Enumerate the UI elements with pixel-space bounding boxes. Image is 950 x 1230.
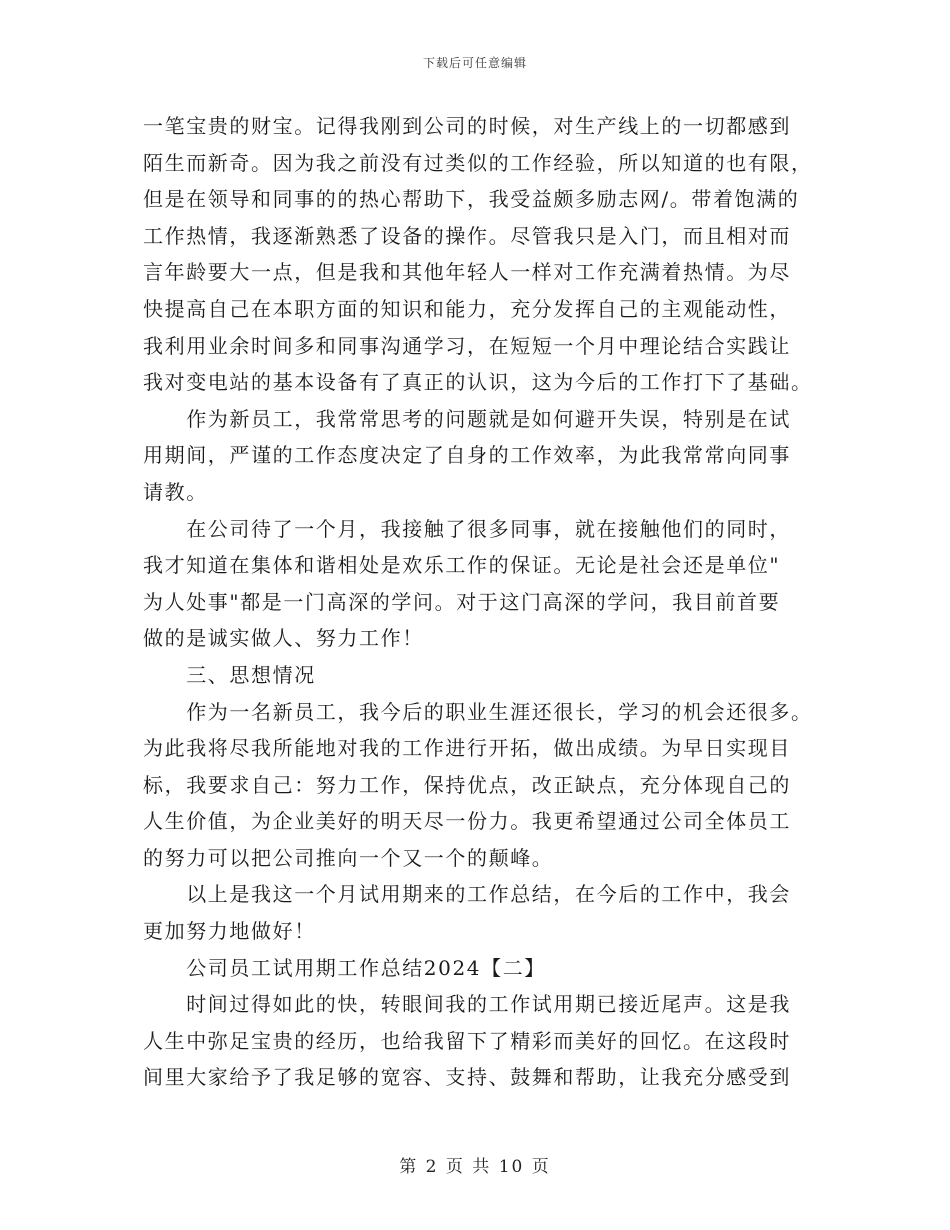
text-line: 作为一名新员工，我今后的职业生涯还很长，学习的机会还很多。 xyxy=(143,699,813,724)
text-line: 时间过得如此的快，转眼间我的工作试用期已接近尾声。这是我 xyxy=(143,992,791,1017)
text-line: 做的是诚实做人、努力工作！ xyxy=(143,626,424,651)
text-line: 标，我要求自己：努力工作，保持优点，改正缺点，充分体现自己的 xyxy=(143,772,791,797)
text-line: 为此我将尽我所能地对我的工作进行开拓，做出成绩。为早日实现目 xyxy=(143,736,791,761)
text-line: 用期间，严谨的工作态度决定了自身的工作效率，为此我常常向同事 xyxy=(143,443,791,468)
text-line: 在公司待了一个月，我接触了很多同事，就在接触他们的同时， xyxy=(143,516,791,541)
page-footer xyxy=(0,1152,950,1177)
section-title: 公司员工试用期工作总结2024【二】 xyxy=(143,955,546,980)
text-line: 作为新员工，我常常思考的问题就是如何避开失误，特别是在试 xyxy=(143,406,791,431)
page-header-note: 下载后可任意编辑 xyxy=(422,56,527,70)
section-heading: 三、思想情况 xyxy=(143,662,316,687)
text-line: 言年龄要大一点，但是我和其他年轻人一样对工作充满着热情。为尽 xyxy=(143,260,791,285)
text-line: 人生中弥足宝贵的经历，也给我留下了精彩而美好的回忆。在这段时 xyxy=(143,1028,791,1053)
page-number: 第 2 页 共 10 页 xyxy=(399,1157,551,1177)
text-line: 快提高自己在本职方面的知识和能力，充分发挥自己的主观能动性， xyxy=(143,296,791,321)
text-line: 一笔宝贵的财宝。记得我刚到公司的时候，对生产线上的一切都感到 xyxy=(143,114,791,138)
text-line: 但是在领导和同事的的热心帮助下，我受益颇多励志网/。带着饱满的 xyxy=(143,187,800,212)
text-line: 更加努力地做好！ xyxy=(143,919,316,944)
text-line: 以上是我这一个月试用期来的工作总结，在今后的工作中，我会 xyxy=(143,882,791,907)
text-line: 工作热情，我逐渐熟悉了设备的操作。尽管我只是入门，而且相对而 xyxy=(143,223,791,248)
text-line: 我对变电站的基本设备有了真正的认识，这为今后的工作打下了基础。 xyxy=(143,370,813,395)
text-line: 间里大家给予了我足够的宽容、支持、鼓舞和帮助，让我充分感受到 xyxy=(143,1065,791,1090)
text-line: 的努力可以把公司推向一个又一个的颠峰。 xyxy=(143,845,554,870)
text-line: 请教。 xyxy=(143,479,208,504)
text-line: 陌生而新奇。因为我之前没有过类似的工作经验，所以知道的也有限， xyxy=(143,150,813,175)
text-line: 我利用业余时间多和同事沟通学习，在短短一个月中理论结合实践让 xyxy=(143,333,791,358)
text-line: 为人处事"都是一门高深的学问。对于这门高深的学问，我目前首要 xyxy=(143,589,781,614)
text-line: 我才知道在集体和谐相处是欢乐工作的保证。无论是社会还是单位" xyxy=(143,553,781,578)
document-body xyxy=(143,108,813,1096)
text-line: 人生价值，为企业美好的明天尽一份力。我更希望通过公司全体员工 xyxy=(143,809,791,834)
